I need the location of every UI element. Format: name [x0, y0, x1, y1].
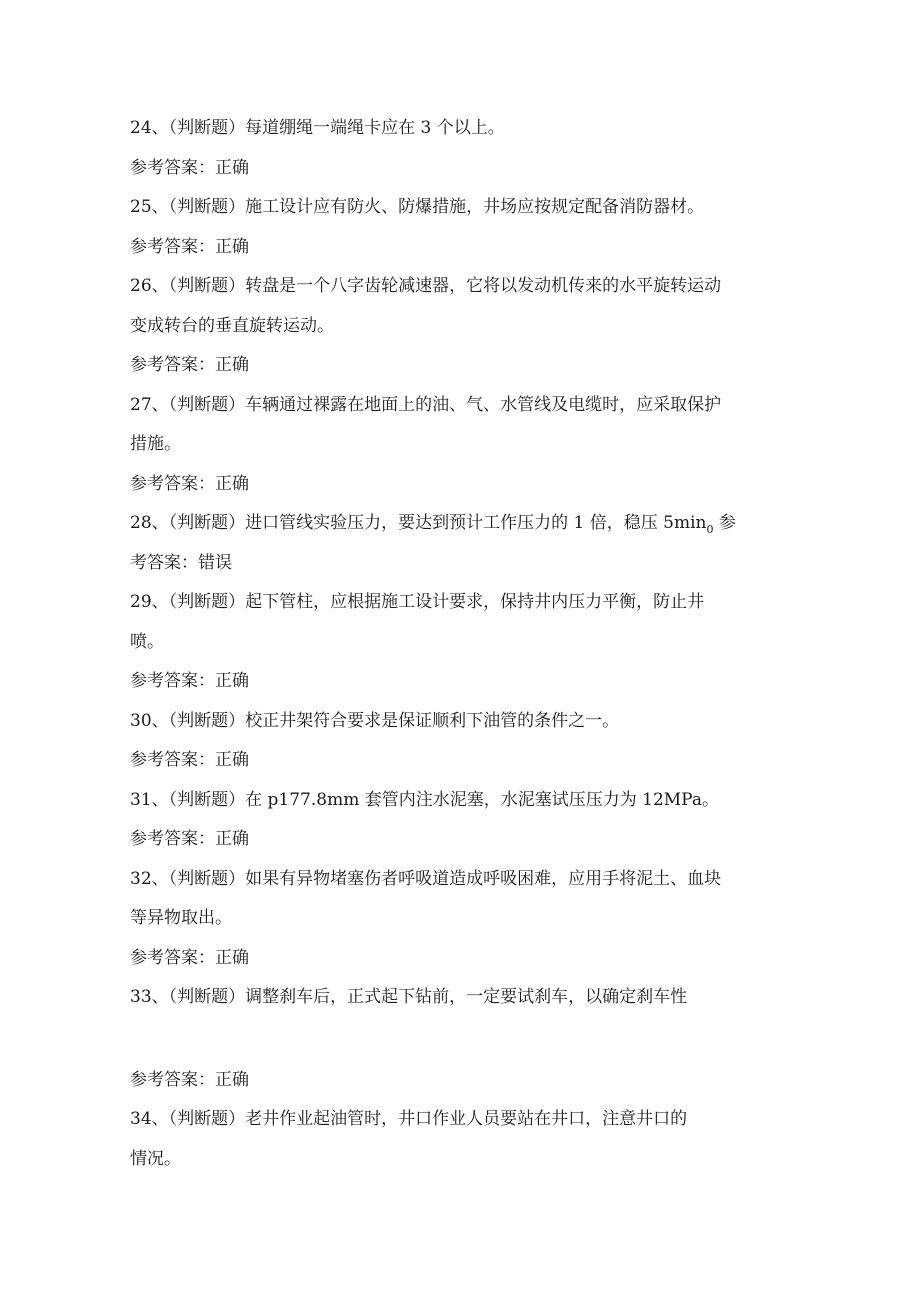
answer-text: 参考答案：正确 [130, 829, 249, 849]
question-text-tail: 参 [713, 513, 736, 533]
answer-text: 参考答案：正确 [130, 1070, 249, 1090]
question-text: 25、（判断题）施工设计应有防火、防爆措施，井场应按规定配备消防器材。 [130, 197, 705, 217]
question-text-line2: 情况。 [130, 1149, 181, 1169]
question-text: 31、（判断题）在 p177.8mm 套管内注水泥塞，水泥塞试压压力为 12MPa。 [130, 790, 719, 810]
answer-text: 参考答案：正确 [130, 474, 249, 494]
answer-text: 参考答案：正确 [130, 237, 249, 257]
question-text-line2: 措施。 [130, 434, 181, 454]
question-text-line1: 29、（判断题）起下管柱，应根据施工设计要求，保持井内压力平衡，防止井 [130, 592, 705, 612]
answer-text: 参考答案：正确 [130, 355, 249, 375]
answer-text: 参考答案：正确 [130, 671, 249, 691]
question-text: 33、（判断题）调整刹车后，正式起下钻前，一定要试刹车，以确定刹车性 [130, 987, 688, 1007]
question-text-line1: 34、（判断题）老井作业起油管时，井口作业人员要站在井口，注意井口的 [130, 1109, 688, 1129]
question-text: 30、（判断题）校正井架符合要求是保证顺利下油管的条件之一。 [130, 711, 620, 731]
answer-text: 参考答案：正确 [130, 158, 249, 178]
answer-text: 参考答案：正确 [130, 750, 249, 770]
question-text [130, 511, 736, 537]
question-text-line1: 32、（判断题）如果有异物堵塞伤者呼吸道造成呼吸困难，应用手将泥土、血块 [130, 869, 722, 889]
question-text: 24、（判断题）每道绷绳一端绳卡应在 3 个以上。 [130, 118, 505, 138]
subscript: 0 [706, 523, 714, 536]
answer-text: 考答案：错误 [130, 553, 232, 573]
question-text-line1: 27、（判断题）车辆通过裸露在地面上的油、气、水管线及电缆时，应采取保护 [130, 395, 722, 415]
question-text-line2: 喷。 [130, 632, 164, 652]
question-text-line1: 26、（判断题）转盘是一个八字齿轮减速器，它将以发动机传来的水平旋转运动 [130, 276, 722, 296]
question-text-main: 28、（判断题）进口管线实验压力，要达到预计工作压力的 1 倍，稳压 5min [130, 513, 707, 533]
answer-text: 参考答案：正确 [130, 948, 249, 968]
question-text-line2: 变成转台的垂直旋转运动。 [130, 316, 334, 336]
question-text-line2: 等异物取出。 [130, 908, 232, 928]
